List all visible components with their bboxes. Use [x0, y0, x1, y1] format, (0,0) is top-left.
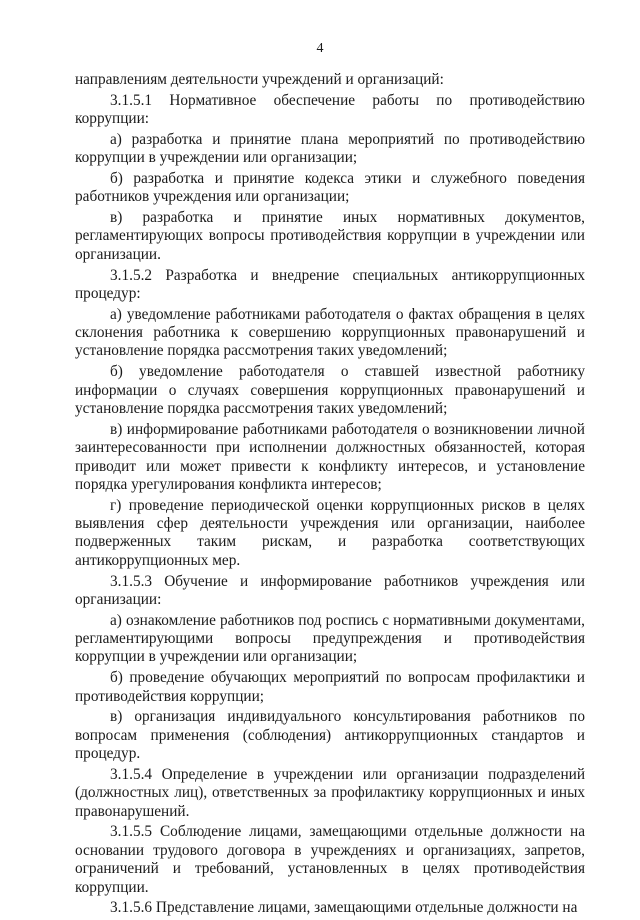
section-3-1-5-2-heading: 3.1.5.2 Разработка и внедрение специальных антикоррупционных процедур:: [75, 266, 585, 302]
list-item-g-risk-assessment: г) проведение периодической оценки коррупционных рисков в целях выявления сфер деятельности учреждения или организации, наиболее подверженных таким рискам, и разработка соответствующих антикоррупционных мер.: [75, 496, 585, 569]
list-item-b-notification-known-cases: б) уведомление работодателя о ставшей известной работнику информации о случаях совершения коррупционных правонарушений и установление порядка рассмотрения таких уведомлений;: [75, 363, 585, 417]
section-3-1-5-5: 3.1.5.5 Соблюдение лицами, замещающими отдельные должности на основании трудового договора в учреждениях и организациях, запретов, ограничений и требований, установленных в целях противодействия коррупции.: [75, 823, 585, 896]
document-body: [75, 71, 585, 920]
list-item-a-notification-inducement: а) уведомление работниками работодателя о фактах обращения в целях склонения работника к совершению коррупционных правонарушений и установление порядка рассмотрения таких уведомлений;: [75, 305, 585, 360]
list-item-b-training-events: б) проведение обучающих мероприятий по вопросам профилактики и противодействия коррупции;: [75, 669, 585, 705]
section-3-1-5-6: 3.1.5.6 Представление лицами, замещающими отдельные должности на: [110, 899, 578, 917]
list-item-v-conflict-of-interest: в) информирование работниками работодателя о возникновении личной заинтересованности при исполнении должностных обязанностей, которая приводит или может привести к конфликту интересов, и установление порядка урегулирования конфликта интересов;: [75, 420, 585, 493]
list-item-a-familiarization: а) ознакомление работников под роспись с нормативными документами, регламентирующими вопросы предупреждения и противодействия коррупции в учреждении или организации;: [75, 611, 585, 666]
list-item-v-normative-documents: в) разработка и принятие иных нормативных документов, регламентирующих вопросы противодействия коррупции в учреждении или организации.: [75, 209, 585, 263]
section-3-1-5-3-heading: 3.1.5.3 Обучение и информирование работников учреждения или организации:: [75, 572, 585, 608]
section-3-1-5-4: 3.1.5.4 Определение в учреждении или организации подразделений (должностных лиц), ответственных за профилактику коррупционных и иных правонарушений.: [75, 765, 585, 820]
page-number: 4: [316, 41, 324, 56]
list-item-v-individual-consulting: в) организация индивидуального консультирования работников по вопросам применения (соблюдения) антикоррупционных стандартов и процедур.: [75, 708, 585, 763]
list-item-b-ethics-code: б) разработка и принятие кодекса этики и служебного поведения работников учреждения или организации;: [75, 169, 585, 206]
section-3-1-5-1-heading: 3.1.5.1 Нормативное обеспечение работы по противодействию коррупции:: [75, 91, 585, 128]
paragraph-continuation: направлениям деятельности учреждений и организаций:: [75, 71, 444, 88]
list-item-a-action-plan: а) разработка и принятие плана мероприятий по противодействию коррупции в учреждении или организации;: [75, 130, 585, 167]
